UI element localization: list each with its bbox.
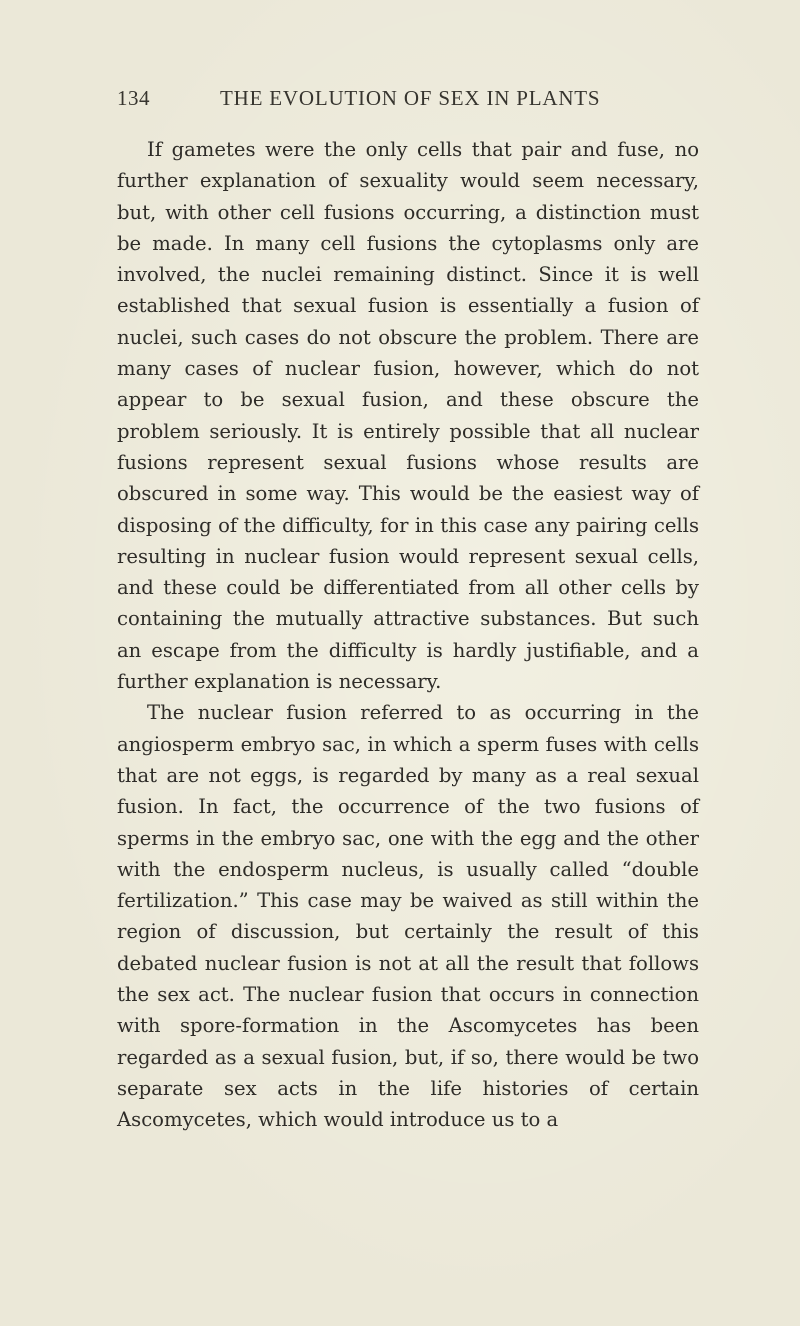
running-title: THE EVOLUTION OF SEX IN PLANTS (220, 86, 601, 110)
paragraph-1: If gametes were the only cells that pair and fuse, no further explanation of sexuality would seem necessary, but, with other cell fusions occurring, a distinction must be made. In many cell fusions the cytoplasms only are involved, the nuclei remaining distinct. Since it is well established that sexual fusion is essentially a fusion of nuclei, such cases do not obscure the problem. There are many cases of nuclear fusion, however, which do not appear to be sexual fusion, and these obscure the problem seriously. It is entirely possible that all nuclear fusions represent sexual fusions whose results are obscured in some way. This would be the easiest way of disposing of the difficulty, for in this case any pairing cells resulting in nuclear fusion would represent sexual cells, and these could be differentiated from all other cells by containing the mutually attractive substances. But such an escape from the difficulty is hardly justifiable, and a further explanation is necessary. (117, 138, 699, 694)
page-number: 134 (117, 86, 150, 110)
running-head (117, 86, 697, 114)
body-text (117, 134, 699, 1136)
paragraph-2: The nuclear fusion referred to as occurring in the angiosperm embryo sac, in which a sperm fuses with cells that are not eggs, is regarded by many as a real sexual fusion. In fact, the occurrence of the two fusions of sperms in the embryo sac, one with the egg and the other with the endosperm nucleus, is usually called “double fertilization.” This case may be waived as still within the region of discussion, but certainly the result of this debated nuclear fusion is not at all the result that follows the sex act. The nuclear fusion that occurs in connection with spore-formation in the Ascomycetes has been regarded as a sexual fusion, but, if so, there would be two separate sex acts in the life histories of certain Ascomycetes, which would introduce us to a (117, 701, 699, 1132)
